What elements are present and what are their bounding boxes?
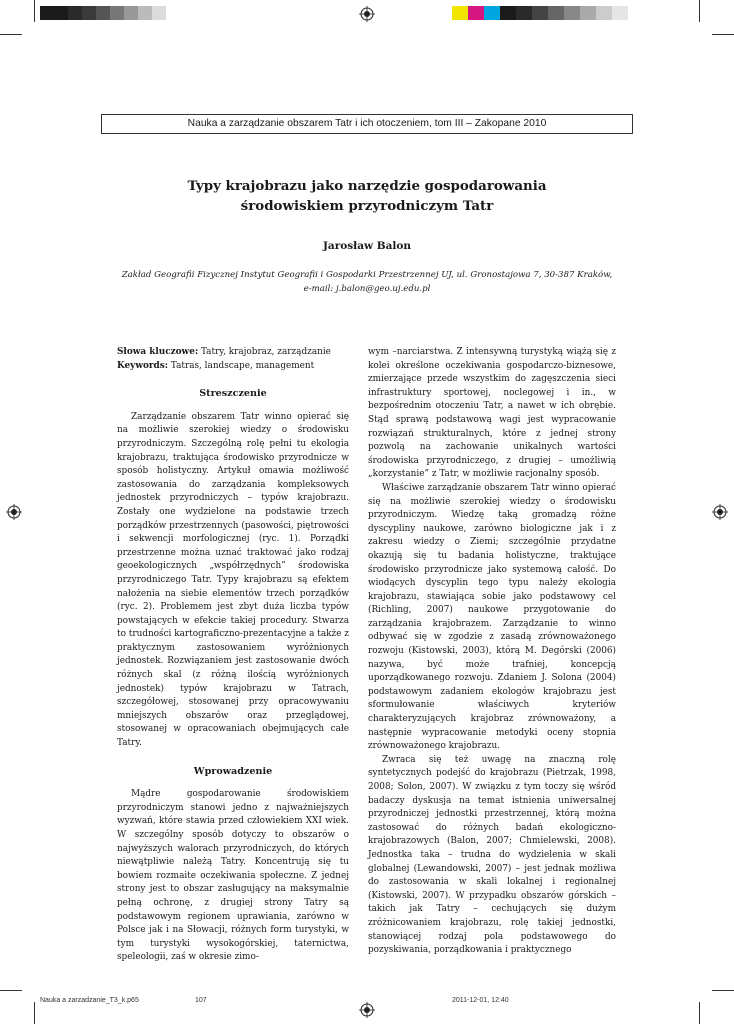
intro-paragraph: Mądre gospodarowanie środowiskiem przyrodniczym stanowi jedno z najważniejszych wyzwań, które stawia przed człowiekiem XXI wiek. W szczególny sposób dotyczy to obszarów o najwyższych walorach przyrodniczych, do których niewątpliwie należą Tatry. Koncentrują się tu bowiem rozmaite oczekiwania społeczne. Z jednej strony jest to obszar zasługujący na maksymalnie pełną ochronę, z drugiej strony Tatry są podstawowym regionem uprawiania, zarówno w Polsce jak i na Słowacji, różnych form turystyki, w tym turystyki wysokogórskiej, taternictwa, speleologii, zaś w okresie zimo- (117, 789, 349, 963)
registration-mark-icon (359, 6, 375, 22)
keywords-pl-label: Słowa kluczowe: (117, 347, 199, 357)
keywords-en (117, 360, 349, 374)
abstract-paragraph: Zarządzanie obszarem Tatr winno opierać się na możliwie szerokiej wiedzy o środowisku przyrodniczym. Szczególną rolę pełni tu ekologia krajobrazu, traktująca środowisko przyrodnicze w sposób holistyczny. Artykuł omawia możliwość zastosowania do zarządzania kompleksowych jednostek przyrodniczych – typów krajobrazu. Zostały one wydzielone na podstawie trzech porządków przestrzennych (pasowości, piętrowości i sekwencji morfologicznej (ryc. 1). Porządki przestrzenne można uznać traktować jako rodzaj geoekologicznych „współrzędnych” środowiska przyrodniczego Tatr. Typy krajobrazu są efektem nałożenia na siebie elementów trzech porządków (ryc. 2). Problemem jest zbyt duża liczba typów powstających w efekcie takiej procedury. Stwarza to trudności kartograficzno-prezentacyjne a także z praktycznym zastosowaniem wyróżnionych jednostek. Rozwiązaniem jest zastosowanie dwóch różnych skal (z różną ilością wyróżnionych jednostek) typów krajobrazu w Tatrach, szczegółowej, stosowanej przy opracowywaniu mniejszych obszarów oraz przeglądowej, stosowanej w opracowaniach obejmujących całe Tatry. (117, 411, 349, 749)
paper-title-line-1: Typy krajobrazu jako narzędzie gospodarowania (187, 178, 547, 194)
keywords-pl-value: Tatry, krajobraz, zarządzanie (198, 347, 331, 357)
body-paragraph: Zwraca się też uwagę na znaczną rolę syntetycznych podejść do krajobrazu (Pietrzak, 1998, 2008; Solon, 2007). W związku z tym toczy się wśród badaczy dyskusja na temat istnienia uniwersalnej przyrodniczej jednostki przestrzennej, którą można zastosować do różnych badań ekologiczno-krajobrazowych (Balon, 2007; Chmielewski, 2008). Jednostka taka – trudna do wydzielenia w skali globalnej (Lewandowski, 2007) – jest jednak możliwa do zastosowania w skali lokalnej i regionalnej (Kistowski, 2007). W przypadku obszarów górskich – takich jak Tatry – cechujących się dużym zróżnicowaniem krajobrazu, rolę takiej jednostki, stanowiącej rodzaj pola podstawowego do pozyskiwania, porządkowania i praktycznego (368, 754, 616, 956)
intro-heading: Wprowadzenie (193, 765, 273, 777)
right-column (368, 346, 616, 958)
registration-mark-icon (712, 504, 728, 520)
keywords-en-label: Keywords: (117, 360, 169, 371)
author-name: Jarosław Balon (322, 240, 412, 252)
keywords-en-value: Tatras, landscape, management (168, 360, 315, 371)
author-email: e-mail: j.balon@geo.uj.edu.pl (303, 284, 431, 294)
footer-page-number: 107 (195, 997, 207, 1004)
registration-mark-icon (359, 1002, 375, 1018)
footer-filename: Nauka a zarzadzanie_T3_k.p65 (40, 997, 139, 1004)
left-column (117, 346, 349, 965)
body-paragraph: Właściwe zarządzanie obszarem Tatr winno opierać się na możliwie szerokiej wiedzy o środowisku przyrodniczym. Wiedzę taką gromadzą różne dyscypliny naukowe, zarówno biologiczne jak i z zakresu wiedzy o Ziemi; szczególnie przydatne okazują się tu badania holistyczne, traktujące środowisko przyrodnicze jako systemową całość. Do wiodących dyscyplin tego typu należy ekologia krajobrazu, stawiająca sobie jako podstawowy cel (Richling, 2007) naukowe przygotowanie do zarządzania krajobrazem. Zarządzanie to winno odbywać się w zgodzie z zasadą zrównoważonego rozwoju (Kistowski, 2003), którą M. Degórski (2006) nazywa, być może trafniej, koncepcją uporządkowanego rozwoju. Zdaniem J. Solona (2004) podstawowym zadaniem ekologów krajobrazu jest sformułowanie właściwych kryteriów charakteryzujących krajobraz zrównoważony, a następnie wypracowanie metodyki oceny stopnia zrównoważonego krajobrazu. (368, 482, 616, 752)
registration-mark-icon (6, 504, 22, 520)
running-header: Nauka a zarządzanie obszarem Tatr i ich otoczeniem, tom III – Zakopane 2010 (101, 114, 633, 134)
body-paragraph: wym –narciarstwa. Z intensywną turystyką wiążą się z kolei określone oczekiwania gospodarczo-biznesowe, zmierzające przede wszystkim do zagęszczenia sieci infrastruktury sportowej, noclegowej i in., w bezpośrednim otoczeniu Tatr, a nawet w ich obrębie. Stąd sprawą podstawową wagi jest wypracowanie rozwiązań strukturalnych, które z jednej strony pozwolą na zachowanie unikalnych wartości środowiska przyrodniczego, z drugiej – umożliwią „korzystanie” z Tatr, w możliwie racjonalny sposób. (368, 347, 616, 480)
affiliation-line: Zakład Geografii Fizycznej Instytut Geografii i Gospodarki Przestrzennej UJ, ul. Gronostajowa 7, 30-387 Kraków, (121, 270, 613, 280)
paper-title-line-2: środowiskiem przyrodniczym Tatr (240, 198, 494, 214)
footer-timestamp: 2011-12-01, 12:40 (452, 997, 509, 1004)
author-affiliation (100, 268, 634, 296)
abstract-heading: Streszczenie (199, 388, 267, 400)
keywords-pl (117, 346, 349, 360)
